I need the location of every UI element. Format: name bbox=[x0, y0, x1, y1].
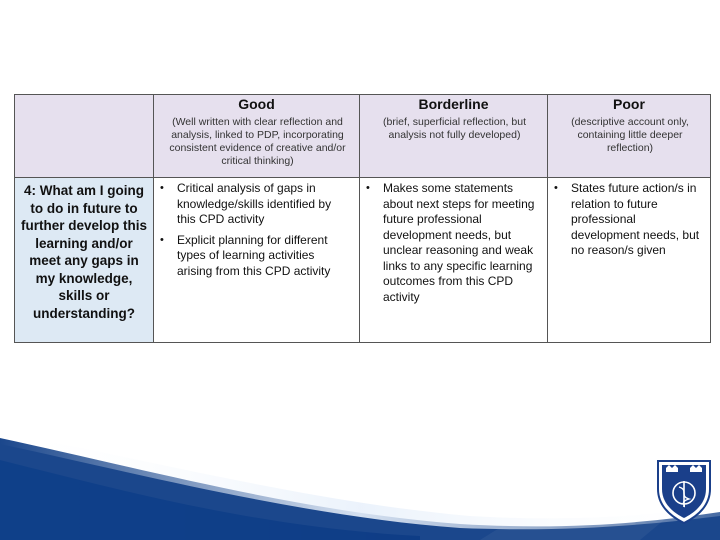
criterion-row bbox=[15, 178, 711, 343]
poor-point-text: States future action/s in relation to future professional development needs, but no reason/s given bbox=[571, 181, 700, 257]
criterion-question: 4: What am I going to do in future to further develop this learning and/or meet any gaps in my knowledge, skills or understanding? bbox=[21, 183, 148, 321]
good-point-text: Critical analysis of gaps in knowledge/skills identified by this CPD activity bbox=[177, 181, 332, 226]
university-crest-logo bbox=[656, 455, 712, 525]
good-point-text: Explicit planning for different types of learning activities arising from this CPD activity bbox=[177, 232, 331, 278]
list-item bbox=[552, 181, 704, 259]
header-borderline bbox=[360, 95, 548, 178]
column-description-borderline: (brief, superficial reflection, but analysis not fully developed) bbox=[383, 116, 526, 141]
assessment-rubric-table bbox=[14, 94, 711, 343]
column-title-borderline: Borderline bbox=[418, 96, 489, 112]
borderline-cell bbox=[360, 178, 548, 343]
list-item bbox=[364, 181, 541, 305]
list-item bbox=[158, 181, 353, 228]
bullet-icon: • bbox=[554, 182, 558, 194]
good-cell bbox=[154, 178, 360, 343]
column-description-poor: (descriptive account only, containing little deeper reflection) bbox=[571, 116, 689, 154]
header-row bbox=[15, 95, 711, 178]
column-title-poor: Poor bbox=[613, 96, 645, 112]
criterion-cell bbox=[15, 178, 154, 343]
header-empty-cell bbox=[15, 95, 154, 178]
borderline-point-text: Makes some statements about next steps for meeting future professional development needs, but unclear reasoning and weak links to any specific learning outcomes from this CPD activity bbox=[383, 181, 535, 304]
poor-cell bbox=[548, 178, 711, 343]
header-poor bbox=[548, 95, 711, 178]
column-description-good: (Well written with clear reflection and analysis, linked to PDP, incorporating consistent evidence of creative and/or critical thinking) bbox=[169, 116, 346, 167]
footer-swoosh bbox=[0, 420, 720, 540]
list-item bbox=[158, 233, 353, 280]
column-title-good: Good bbox=[238, 96, 275, 112]
bullet-icon: • bbox=[160, 182, 164, 194]
bullet-icon: • bbox=[366, 182, 370, 194]
header-good bbox=[154, 95, 360, 178]
bullet-icon: • bbox=[160, 233, 164, 246]
